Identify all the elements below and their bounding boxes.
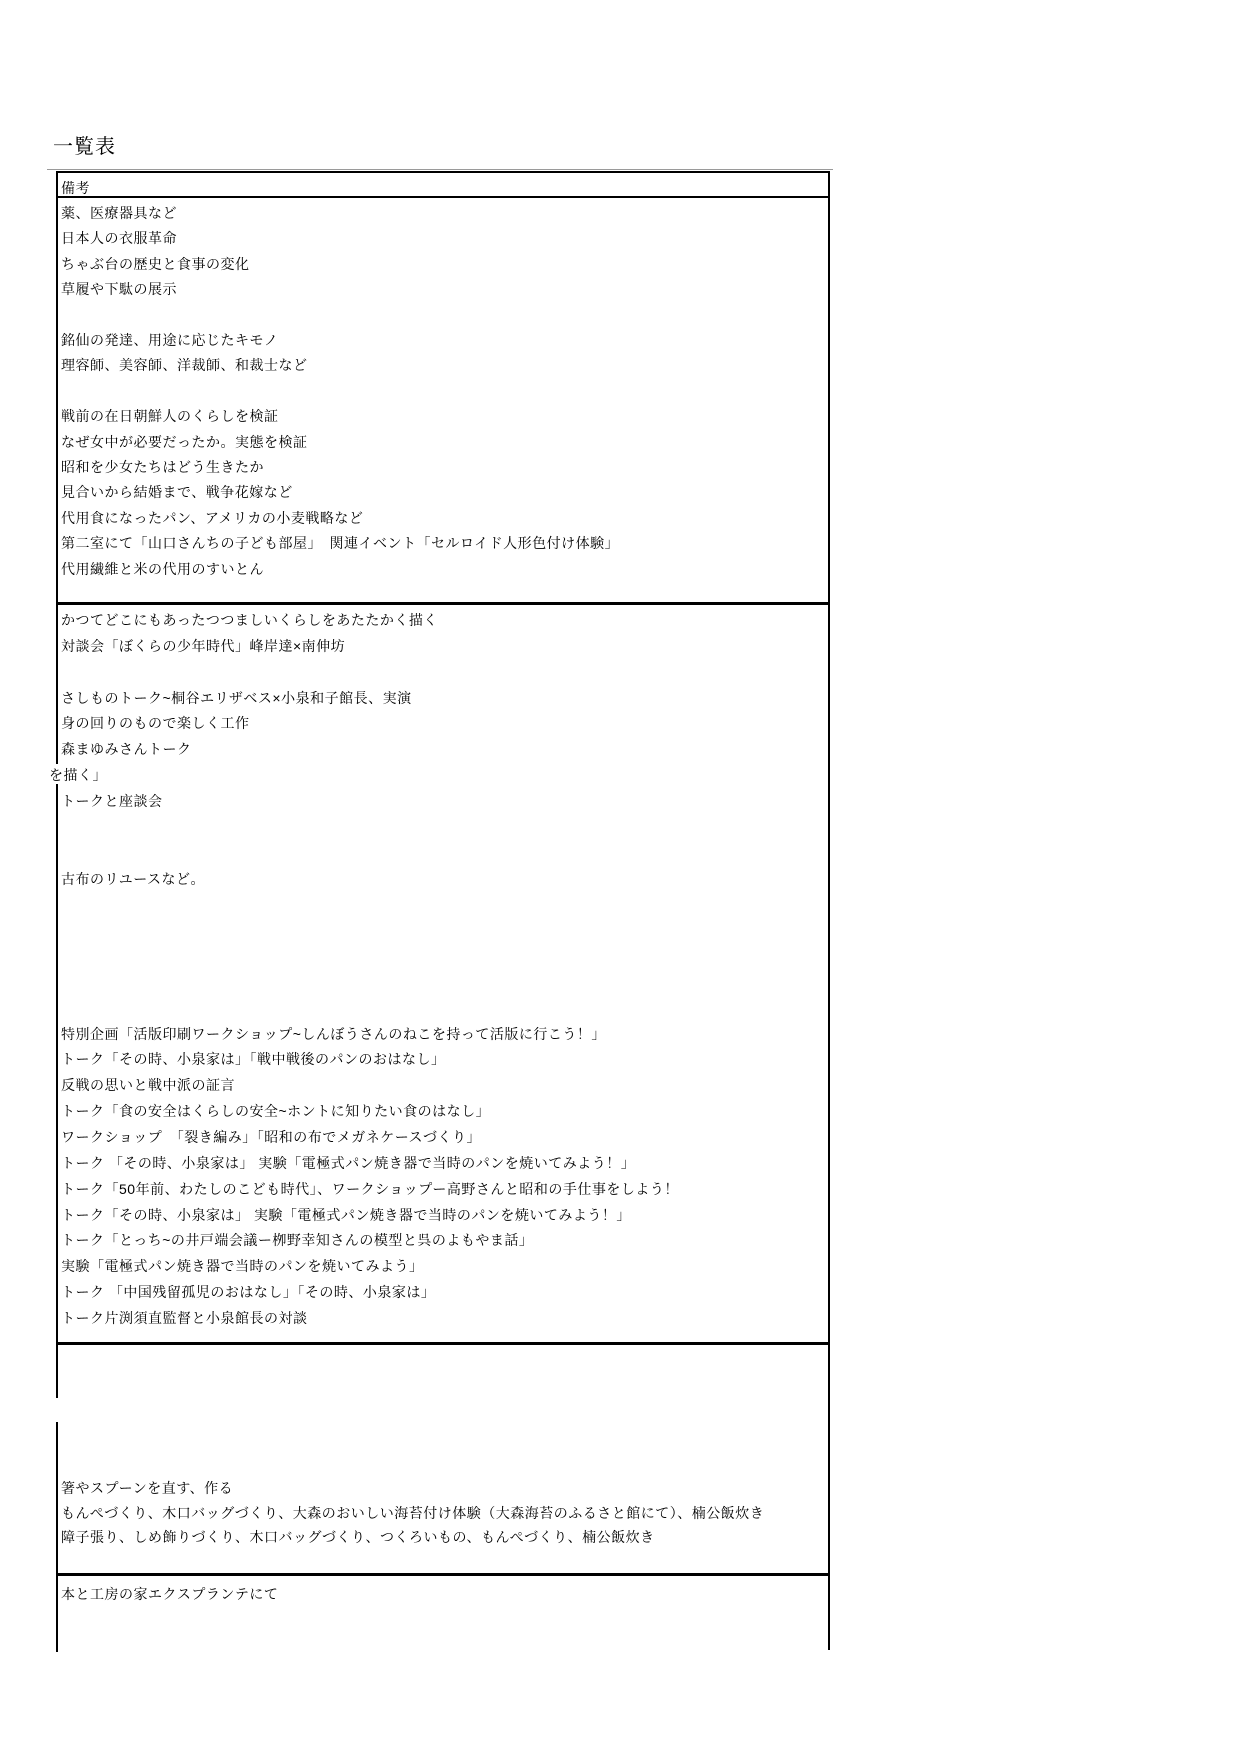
table-top-border	[56, 171, 830, 173]
table-row: もんぺづくり、木口バッグづくり、大森のおいしい海苔付け体験（大森海苔のふるさと館にて）、楠公飯炊き	[61, 1505, 765, 1521]
table-row: トーク 「その時、小泉家は」 実験「電極式パン焼き器で当時のパンを焼いてみよう！」	[61, 1155, 636, 1171]
table-left-border-segment	[56, 171, 58, 764]
table-row: 本と工房の家エクスプランテにて	[61, 1586, 279, 1602]
table-row: 代用繊維と米の代用のすいとん	[61, 561, 264, 577]
table-row: 理容師、美容師、洋裁師、和裁士など	[61, 357, 308, 373]
header-separator-line	[56, 196, 830, 198]
table-row: を描く」	[49, 767, 107, 783]
table-row: トーク「50年前、わたしのこども時代」、ワークショップー高野さんと昭和の手仕事をしよう！	[61, 1181, 679, 1197]
table-row: 森まゆみさんトーク	[61, 741, 192, 757]
table-row: トーク「その時、小泉家は」 実験「電極式パン焼き器で当時のパンを焼いてみよう！」	[61, 1207, 631, 1223]
table-row: ワークショップ 「裂き編み」「昭和の布でメガネケースづくり」	[61, 1129, 482, 1145]
table-row: 戦前の在日朝鮮人のくらしを検証	[61, 408, 279, 424]
page-title: 一覧表	[53, 136, 116, 158]
table-row: 古布のリユースなど。	[61, 871, 206, 887]
table-row: なぜ女中が必要だったか。実態を検証	[61, 434, 308, 450]
section-divider-3	[56, 1573, 830, 1576]
table-row: 対談会「ぼくらの少年時代」峰岸達×南伸坊	[61, 638, 346, 654]
title-underline	[47, 169, 833, 170]
table-row: 昭和を少女たちはどう生きたか	[61, 459, 264, 475]
table-row: 草履や下駄の展示	[61, 281, 177, 297]
table-row: 身の回りのもので楽しく工作	[61, 715, 250, 731]
table-row: ちゃぶ台の歴史と食事の変化	[61, 256, 250, 272]
table-row: かつてどこにもあったつつましいくらしをあたたかく描く	[61, 612, 438, 628]
table-row: 代用食になったパン、アメリカの小麦戦略など	[61, 510, 364, 526]
table-left-border-segment	[56, 784, 58, 1398]
table-row: さしものトーク~桐谷エリザベス×小泉和子館長、実演	[61, 690, 412, 706]
column-header: 備考	[61, 180, 90, 196]
table-row: 実験「電極式パン焼き器で当時のパンを焼いてみよう」	[61, 1258, 424, 1274]
section-divider-1	[56, 602, 830, 605]
table-row: 薬、医療器具など	[61, 205, 177, 221]
table-row: トーク「食の安全はくらしの安全~ホントに知りたい食のはなし」	[61, 1103, 491, 1119]
table-row: トーク片渕須直監督と小泉館長の対談	[61, 1310, 308, 1326]
table-row: 日本人の衣服革命	[61, 230, 177, 246]
table-row: 箸やスプーンを直す、作る	[61, 1480, 234, 1496]
table-row: 第二室にて「山口さんちの子ども部屋」 関連イベント「セルロイド人形色付け体験」	[61, 535, 620, 551]
table-right-border	[828, 171, 830, 1650]
table-left-border-segment	[56, 1422, 58, 1652]
table-row: トーク「とっち~の井戸端会議ー栁野幸知さんの模型と呉のよもやま話」	[61, 1232, 534, 1248]
table-row: 反戦の思いと戦中派の証言	[61, 1077, 235, 1093]
table-row: 銘仙の発達、用途に応じたキモノ	[61, 332, 279, 348]
table-row: トーク「その時、小泉家は」「戦中戦後のパンのおはなし」	[61, 1051, 446, 1067]
table-row: トークと座談会	[61, 793, 163, 809]
section-divider-2	[56, 1342, 830, 1345]
table-row: 障子張り、しめ飾りづくり、木口バッグづくり、つくろいもの、もんぺづくり、楠公飯炊き	[61, 1529, 655, 1545]
table-row: 特別企画「活版印刷ワークショップ~しんぼうさんのねこを持って活版に行こう！」	[61, 1026, 606, 1042]
table-row: トーク 「中国残留孤児のおはなし」「その時、小泉家は」	[61, 1284, 436, 1300]
table-row: 見合いから結婚まで、戦争花嫁など	[61, 484, 293, 500]
